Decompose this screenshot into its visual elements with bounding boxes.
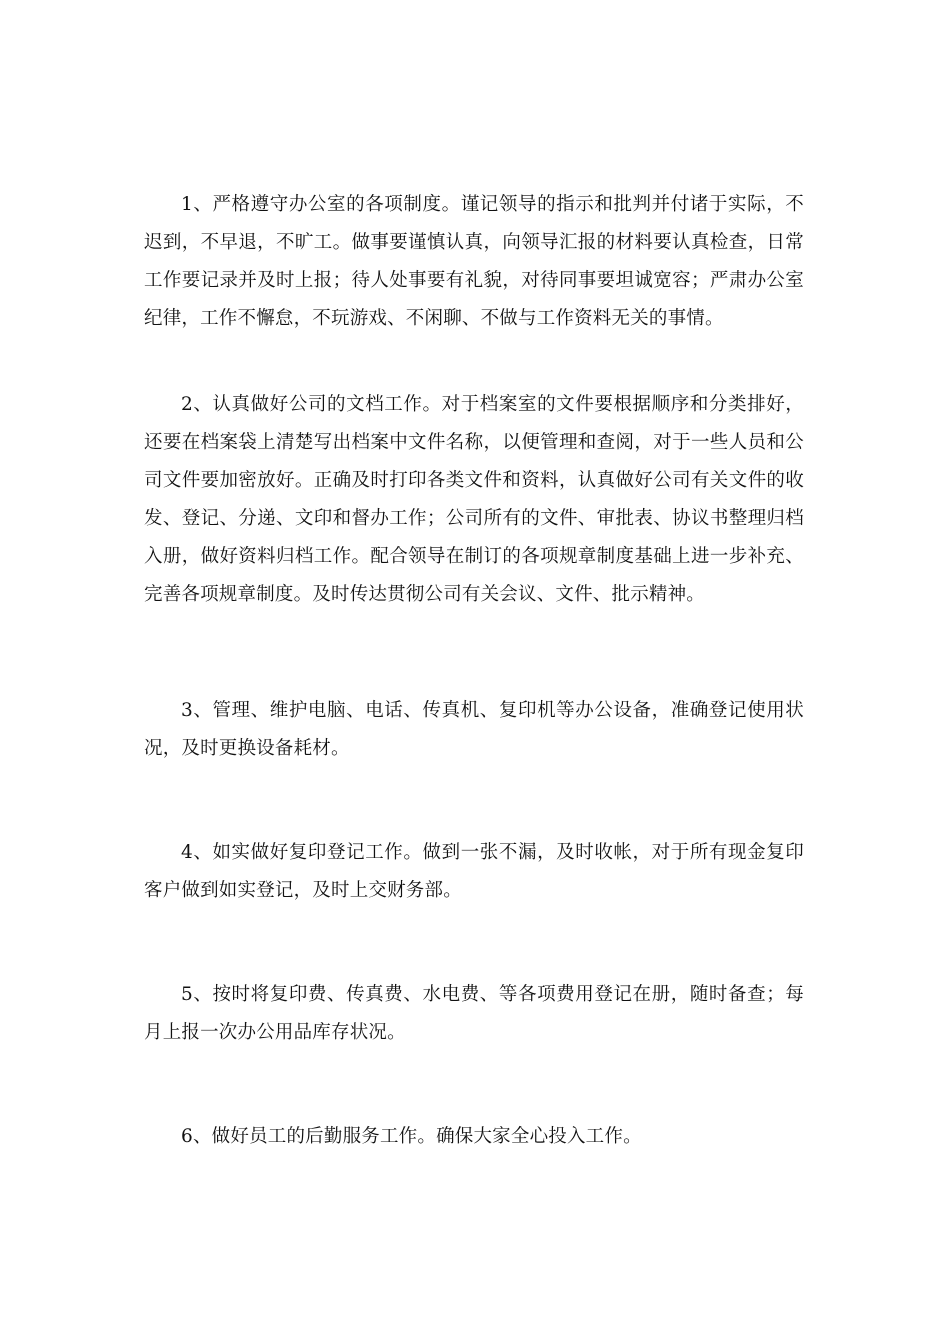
paragraph-2: 2、认真做好公司的文档工作。对于档案室的文件要根据顺序和分类排好，还要在档案袋上清楚写出档案中文件名称，以便管理和查阅，对于一些人员和公司文件要加密放好。正确及时打印各类文件和资料，认真做好公司有关文件的收发、登记、分递、文印和督办工作；公司所有的文件、审批表、协议书整理归档入册，做好资料归档工作。配合领导在制订的各项规章制度基础上进一步补充、完善各项规章制度。及时传达贯彻公司有关会议、文件、批示精神。 [144,394,804,605]
paragraph-6: 6、做好员工的后勤服务工作。确保大家全心投入工作。 [181,1126,642,1147]
paragraph-5: 5、按时将复印费、传真费、水电费、等各项费用登记在册，随时备查；每月上报一次办公用品库存状况。 [144,984,804,1043]
paragraph-3: 3、管理、维护电脑、电话、传真机、复印机等办公设备，准确登记使用状况，及时更换设备耗材。 [144,700,804,759]
paragraph-4: 4、如实做好复印登记工作。做到一张不漏，及时收帐，对于所有现金复印客户做到如实登记，及时上交财务部。 [144,842,804,901]
paragraph-1: 1、严格遵守办公室的各项制度。谨记领导的指示和批判并付诸于实际，不迟到，不早退，不旷工。做事要谨慎认真，向领导汇报的材料要认真检查，日常工作要记录并及时上报；待人处事要有礼貌，对待同事要坦诚宽容；严肃办公室纪律，工作不懈怠，不玩游戏、不闲聊、不做与工作资料无关的事情。 [144,194,804,329]
